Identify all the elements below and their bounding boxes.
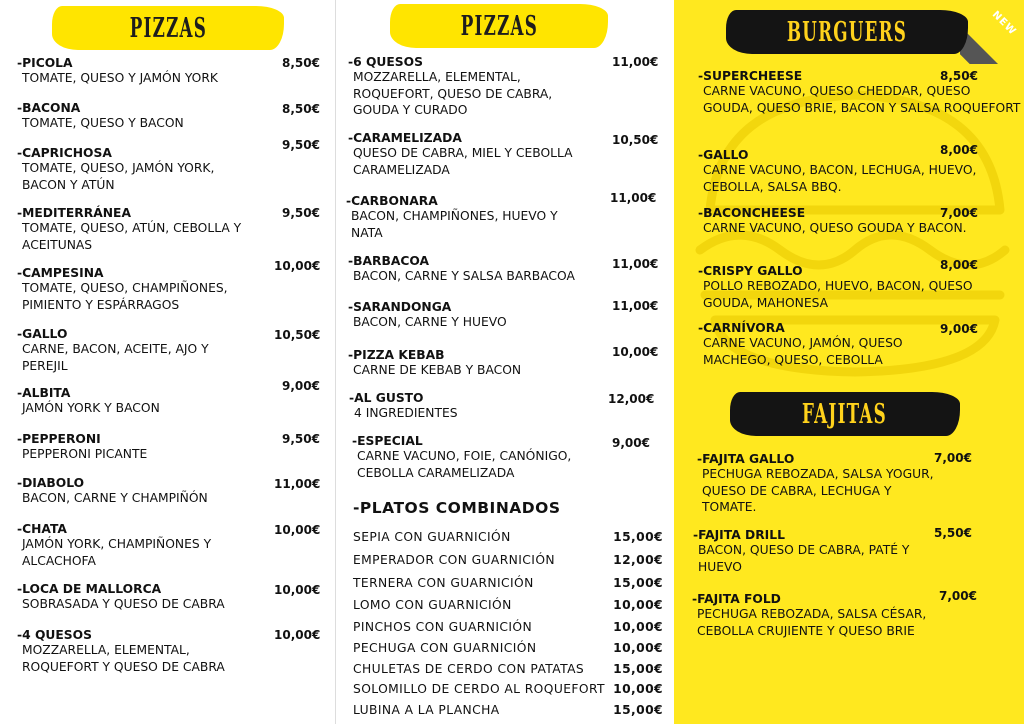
- combo-row: PECHUGA CON GUARNICIÓN 10,00€: [353, 641, 663, 655]
- menu-item: -PEPPERONI PEPPERONI PICANTE: [17, 432, 148, 461]
- menu-item: -GALLO CARNE, BACON, ACEITE, AJO Y PEREJIL: [17, 327, 209, 373]
- combo-row: LOMO CON GUARNICIÓN 10,00€: [353, 598, 663, 612]
- item-price: 8,50€: [940, 69, 978, 83]
- menu-item: -PIZZA KEBAB CARNE DE KEBAB Y BACON: [348, 348, 522, 377]
- menu-item: -LOCA DE MALLORCA SOBRASADA Y QUESO DE CABRA: [17, 582, 225, 611]
- fajitas-title: FAJITAS: [802, 398, 888, 430]
- burguers-title: BURGUERS: [786, 16, 908, 48]
- platos-combinados-title: -PLATOS COMBINADOS: [353, 499, 561, 517]
- fajitas-header: [730, 392, 960, 436]
- pizzas-header-middle: [390, 4, 608, 48]
- combo-row: TERNERA CON GUARNICIÓN 15,00€: [353, 576, 663, 590]
- item-price: 10,00€: [274, 259, 321, 273]
- menu-item: -4 QUESOS MOZZARELLA, ELEMENTAL, ROQUEFORT Y QUESO DE CABRA: [17, 628, 225, 674]
- item-price: 11,00€: [612, 299, 659, 313]
- item-price: 11,00€: [274, 477, 321, 491]
- menu-item: -BACONCHEESE CARNE VACUNO, QUESO GOUDA Y BACON.: [698, 206, 967, 235]
- item-price: 10,50€: [612, 133, 659, 147]
- combo-row: SEPIA CON GUARNICIÓN 15,00€: [353, 530, 663, 544]
- combo-row: PINCHOS CON GUARNICIÓN 10,00€: [353, 620, 663, 634]
- item-price: 11,00€: [610, 191, 657, 205]
- item-price: 10,00€: [274, 523, 321, 537]
- menu-item: -DIABOLO BACON, CARNE Y CHAMPIÑÓN: [17, 476, 208, 505]
- pizzas-title-middle: PIZZAS: [460, 10, 538, 42]
- menu-item: -FAJITA FOLD PECHUGA REBOZADA, SALSA CÉSAR, CEBOLLA CRUJIENTE Y QUESO BRIE: [692, 592, 927, 638]
- item-price: 10,00€: [274, 583, 321, 597]
- item-price: 9,00€: [940, 322, 978, 336]
- item-price: 10,00€: [274, 628, 321, 642]
- item-price: 11,00€: [612, 55, 659, 69]
- item-price: 9,50€: [282, 432, 320, 446]
- menu-item: -CARAMELIZADA QUESO DE CABRA, MIEL Y CEBOLLA CARAMELIZADA: [348, 131, 573, 177]
- menu-item: -MEDITERRÁNEA TOMATE, QUESO, ATÚN, CEBOLLA Y ACEITUNAS: [17, 206, 242, 252]
- menu-item: -GALLO CARNE VACUNO, BACON, LECHUGA, HUEVO, CEBOLLA, SALSA BBQ.: [698, 148, 977, 194]
- pizzas-title-left: PIZZAS: [129, 12, 207, 44]
- item-price: 9,50€: [282, 206, 320, 220]
- item-price: 5,50€: [934, 526, 972, 540]
- menu-item: -PICOLA TOMATE, QUESO Y JAMÓN YORK: [17, 56, 218, 85]
- item-price: 8,50€: [282, 102, 320, 116]
- menu-item: -CARBONARA BACON, CHAMPIÑONES, HUEVO Y NATA: [346, 194, 558, 240]
- combo-row: SOLOMILLO DE CERDO AL ROQUEFORT 10,00€: [353, 682, 663, 696]
- menu-item: -CAMPESINA TOMATE, QUESO, CHAMPIÑONES, PIMIENTO Y ESPÁRRAGOS: [17, 266, 228, 312]
- item-price: 7,00€: [940, 206, 978, 220]
- new-badge: [960, 0, 1024, 64]
- menu-item: -ESPECIAL CARNE VACUNO, FOIE, CANÓNIGO, CEBOLLA CARAMELIZADA: [352, 434, 572, 480]
- item-price: 7,00€: [934, 451, 972, 465]
- item-price: 8,00€: [940, 258, 978, 272]
- item-price: 12,00€: [608, 392, 655, 406]
- item-price: 11,00€: [612, 257, 659, 271]
- item-price: 9,50€: [282, 138, 320, 152]
- menu-item: -FAJITA DRILL BACON, QUESO DE CABRA, PATÉ Y HUEVO: [693, 528, 910, 574]
- combo-row: CHULETAS DE CERDO CON PATATAS 15,00€: [353, 662, 663, 676]
- burguers-header: [726, 10, 968, 54]
- combo-row: LUBINA A LA PLANCHA 15,00€: [353, 703, 663, 717]
- column-divider: [335, 0, 336, 724]
- item-price: 9,00€: [612, 436, 650, 450]
- item-price: 10,00€: [612, 345, 659, 359]
- new-badge-label: NEW: [989, 9, 1019, 38]
- item-price: 8,50€: [282, 56, 320, 70]
- menu-item: -SUPERCHEESE CARNE VACUNO, QUESO CHEDDAR, QUESO GOUDA, QUESO BRIE, BACON Y SALSA ROQUEFORT: [698, 69, 1021, 115]
- menu-item: -CARNÍVORA CARNE VACUNO, JAMÓN, QUESO MACHEGO, QUESO, CEBOLLA: [698, 321, 903, 367]
- item-price: 7,00€: [939, 589, 977, 603]
- menu-item: -FAJITA GALLO PECHUGA REBOZADA, SALSA YOGUR, QUESO DE CABRA, LECHUGA Y TOMATE.: [697, 452, 934, 514]
- menu-item: -CHATA JAMÓN YORK, CHAMPIÑONES Y ALCACHOFA: [17, 522, 212, 568]
- menu-item: -BARBACOA BACON, CARNE Y SALSA BARBACOA: [348, 254, 575, 283]
- menu-item: -ALBITA JAMÓN YORK Y BACON: [17, 386, 160, 415]
- menu-item: -SARANDONGA BACON, CARNE Y HUEVO: [348, 300, 507, 329]
- pizzas-header-left: [52, 6, 284, 50]
- item-price: 9,00€: [282, 379, 320, 393]
- menu-item: -AL GUSTO 4 INGREDIENTES: [349, 391, 458, 420]
- menu-item: -BACONA TOMATE, QUESO Y BACON: [17, 101, 184, 130]
- menu-item: -CAPRICHOSA TOMATE, QUESO, JAMÓN YORK, BACON Y ATÚN: [17, 146, 215, 192]
- menu-item: -6 QUESOS MOZZARELLA, ELEMENTAL, ROQUEFORT, QUESO DE CABRA, GOUDA Y CURADO: [348, 55, 553, 117]
- menu-item: -CRISPY GALLO POLLO REBOZADO, HUEVO, BACON, QUESO GOUDA, MAHONESA: [698, 264, 973, 310]
- item-price: 8,00€: [940, 143, 978, 157]
- item-price: 10,50€: [274, 328, 321, 342]
- combo-row: EMPERADOR CON GUARNICIÓN 12,00€: [353, 553, 663, 567]
